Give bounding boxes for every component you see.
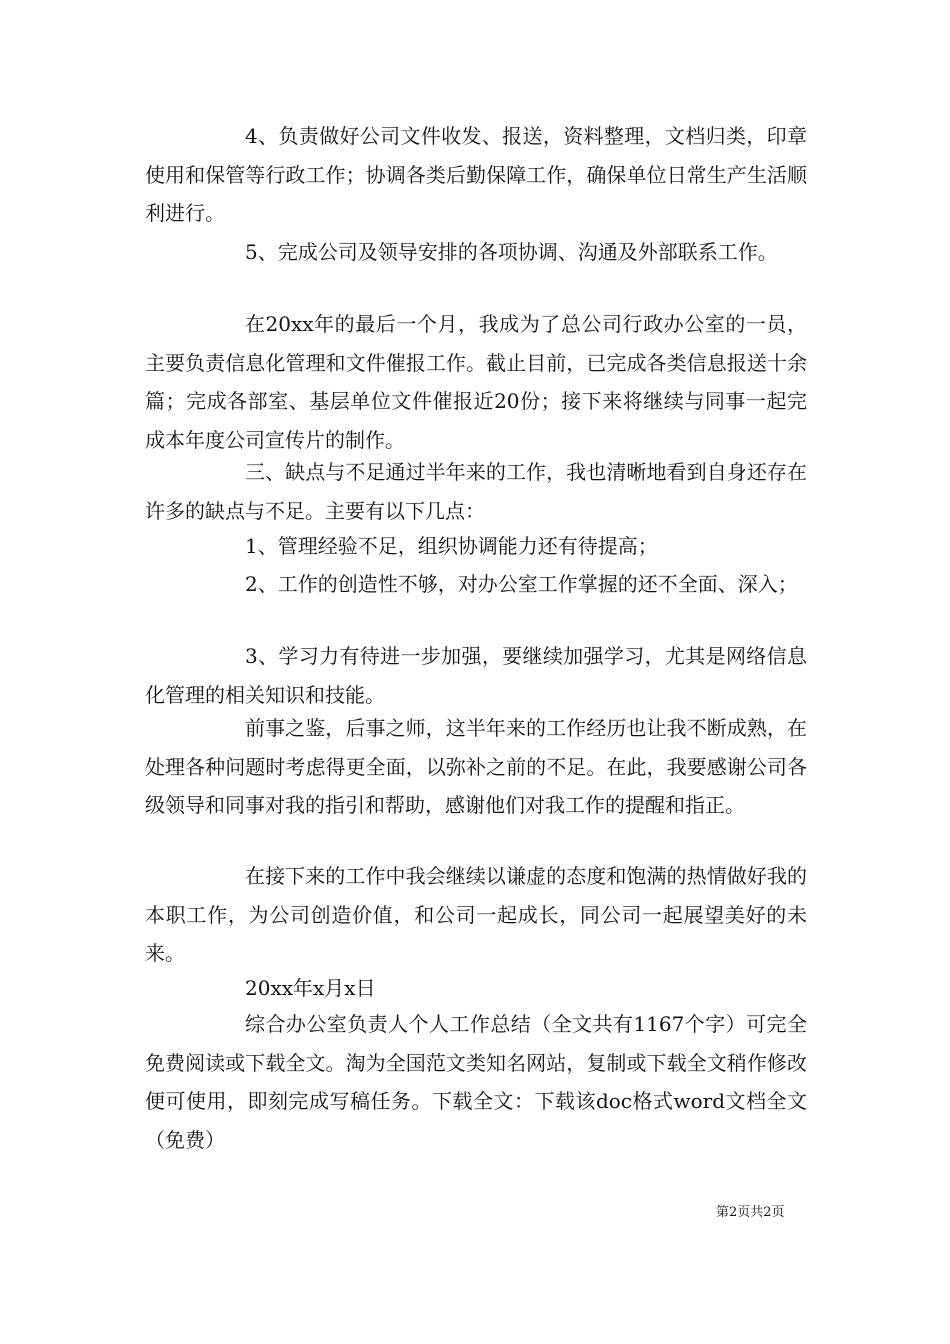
paragraph-shortcoming-3: 3、学习力有待进一步加强，要继续加强学习，尤其是网络信息化管理的相关知识和技能。 — [145, 644, 807, 707]
paragraph-duty-5: 5、完成公司及领导安排的各项协调、沟通及外部联系工作。 — [245, 240, 778, 264]
paragraph-download-notice: 综合办公室负责人个人工作总结（全文共有1167个字）可完全免费阅读或下载全文。淘为全国范文类知名网站，复制或下载全文稍作修改便可使用，即刻完成写稿任务。下载全文：下载该doc格式word文档全文（免费） — [145, 1012, 807, 1152]
paragraph-lessons: 前事之鉴，后事之师，这半年来的工作经历也让我不断成熟，在处理各种问题时考虑得更全面，以弥补之前的不足。在此，我要感谢公司各级领导和同事对我的指引和帮助，感谢他们对我工作的提醒和指正。 — [145, 716, 807, 818]
page-indicator: 第2页共2页 — [716, 1205, 785, 1220]
paragraph-shortcoming-1: 1、管理经验不足，组织协调能力还有待提高； — [245, 534, 658, 558]
paragraph-outlook: 在接下来的工作中我会继续以谦虚的态度和饱满的热情做好我的本职工作，为公司创造价值，和公司一起成长，同公司一起展望美好的未来。 — [145, 864, 807, 966]
paragraph-december-work: 在20xx年的最后一个月，我成为了总公司行政办公室的一员，主要负责信息化管理和文件催报工作。截止目前，已完成各类信息报送十余篇；完成各部室、基层单位文件催报近20份；接下来将继续与同事一起完成本年度公司宣传片的制作。 — [145, 312, 807, 452]
paragraph-shortcoming-2: 2、工作的创造性不够，对办公室工作掌握的还不全面、深入； — [245, 572, 798, 596]
paragraph-duty-4: 4、负责做好公司文件收发、报送，资料整理，文档归类，印章使用和保管等行政工作；协调各类后勤保障工作，确保单位日常生产生活顺利进行。 — [145, 124, 807, 226]
document-date: 20xx年x月x日 — [245, 976, 376, 1000]
paragraph-shortcomings-heading: 三、缺点与不足通过半年来的工作，我也清晰地看到自身还存在许多的缺点与不足。主要有以下几点： — [145, 460, 807, 523]
